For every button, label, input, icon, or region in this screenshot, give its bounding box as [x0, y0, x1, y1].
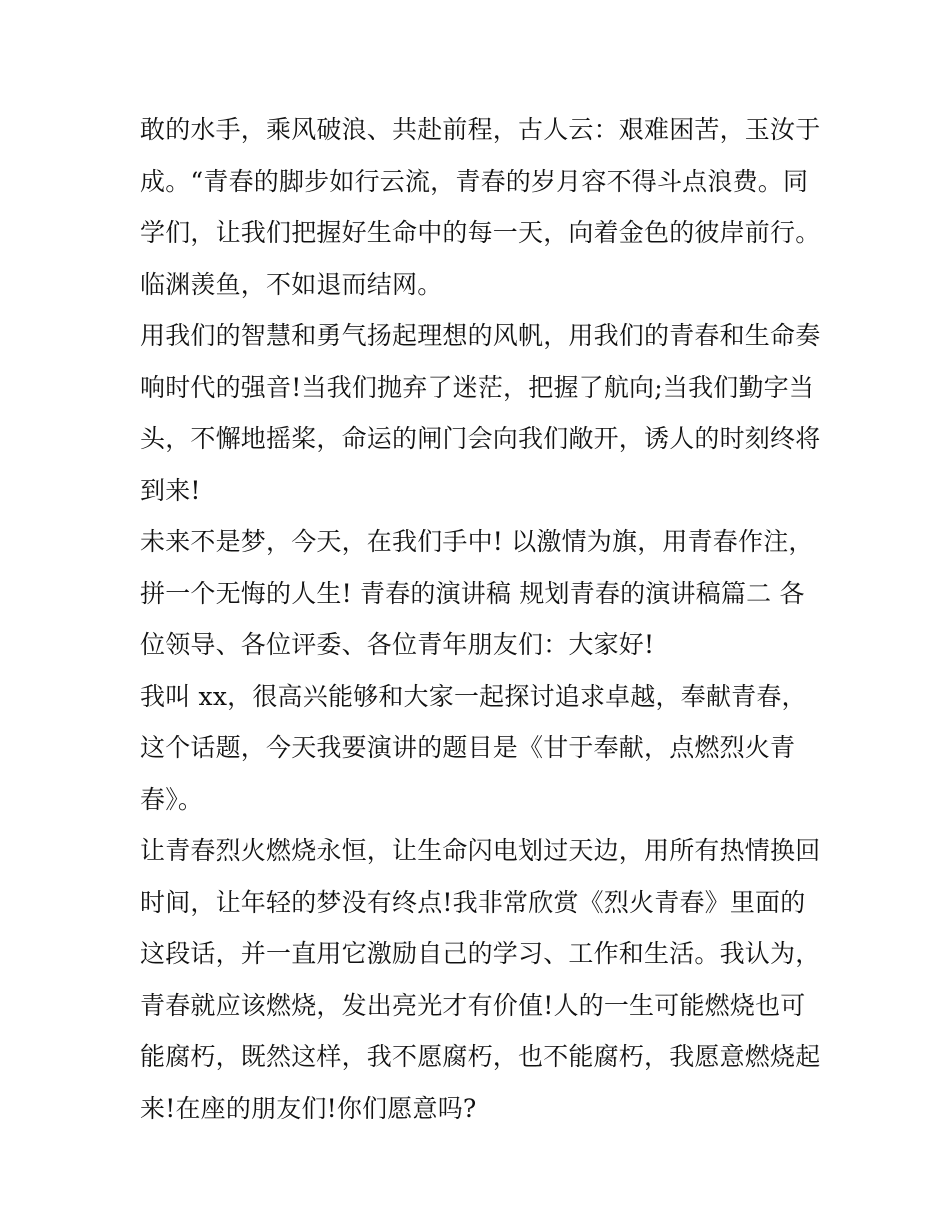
text-line: 春》。 — [140, 784, 204, 814]
text-line: 这段话，并一直用它激励自己的学习、工作和生活。我认为， — [140, 939, 821, 968]
text-line: 临渊羡鱼，不如退而结网。 — [140, 269, 443, 299]
text-line: 到来! — [140, 475, 201, 505]
document-body — [140, 104, 820, 1134]
text-line: 时间，让年轻的梦没有终点!我非常欣赏《烈火青春》里面的 — [140, 887, 806, 917]
text-line: 能腐朽，既然这样，我不愿腐朽，也不能腐朽，我愿意燃烧起 — [140, 1042, 821, 1071]
text-line: 用我们的智慧和勇气扬起理想的风帆，用我们的青春和生命奏 — [140, 321, 821, 350]
text-line: 来!在座的朋友们!你们愿意吗? — [140, 1093, 477, 1123]
text-line: 青春就应该燃烧，发出亮光才有价值!人的一生可能燃烧也可 — [140, 990, 806, 1020]
text-line: 拼一个无悔的人生! 青春的演讲稿 规划青春的演讲稿篇二 各 — [140, 578, 805, 608]
text-line: 头，不懈地摇桨，命运的闸门会向我们敞开，诱人的时刻终将 — [140, 424, 821, 453]
text-line: 我叫 xx，很高兴能够和大家一起探讨追求卓越，奉献青春， — [140, 681, 807, 711]
text-line: 响时代的强音!当我们抛弃了迷茫，把握了航向;当我们勤字当 — [140, 372, 815, 402]
text-line: 这个话题，今天我要演讲的题目是《甘于奉献，点燃烈火青 — [140, 733, 796, 762]
text-line: 让青春烈火燃烧永恒，让生命闪电划过天边，用所有热情换回 — [140, 836, 821, 865]
text-line: 成。“青春的脚步如行云流，青春的岁月容不得斗点浪费。同 — [140, 166, 809, 196]
text-line: 敢的水手，乘风破浪、共赴前程，古人云：艰难困苦，玉汝于 — [140, 115, 821, 144]
text-line: 位领导、各位评委、各位青年朋友们：大家好! — [140, 630, 655, 659]
text-line: 学们，让我们把握好生命中的每一天，向着金色的彼岸前行。 — [140, 218, 821, 247]
text-line: 未来不是梦，今天，在我们手中! 以激情为旗，用青春作注， — [140, 527, 814, 556]
